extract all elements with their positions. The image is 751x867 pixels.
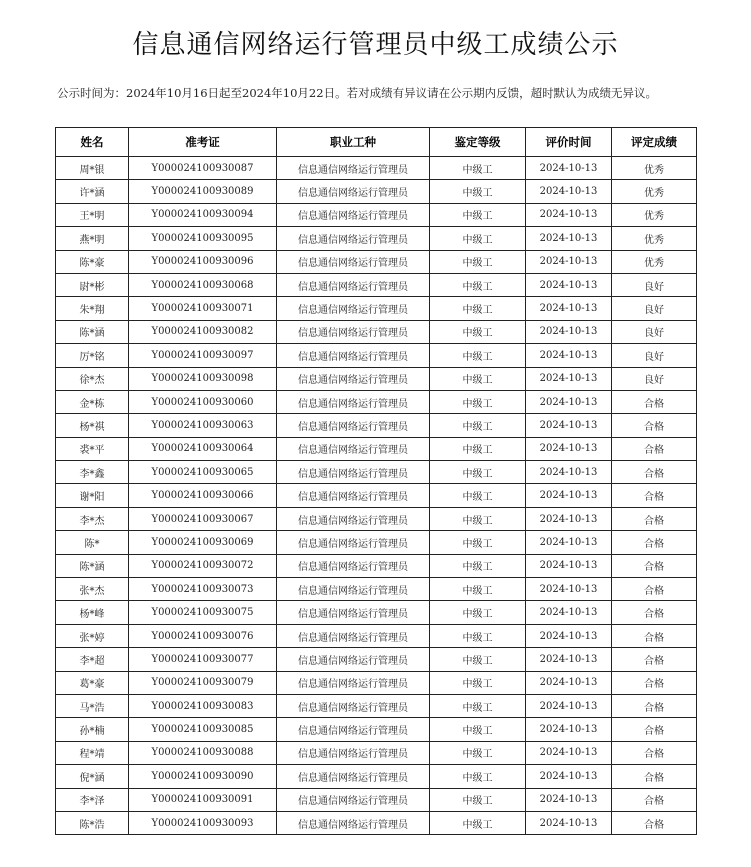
cell-ticket-number: Y000024100930091 (129, 788, 277, 811)
cell-result: 合格 (612, 718, 697, 741)
notice-text: 公示时间为：2024年10月16日起至2024年10月22日。若对成绩有异议请在公示期内反馈，超时默认为成绩无异议。 (57, 86, 658, 100)
header-ticket-number: 准考证 (129, 128, 277, 157)
cell-name: 张*杰 (56, 578, 129, 601)
table-row (56, 718, 697, 741)
table-row (56, 578, 697, 601)
cell-level: 中级工 (430, 180, 526, 203)
table-row (56, 320, 697, 343)
table-row (56, 648, 697, 671)
cell-eval-date: 2024-10-13 (526, 390, 612, 413)
table-row (56, 297, 697, 320)
cell-ticket-number: Y000024100930068 (129, 273, 277, 296)
cell-result: 良好 (612, 367, 697, 390)
cell-result: 合格 (612, 507, 697, 530)
table-row (56, 741, 697, 764)
cell-occupation: 信息通信网络运行管理员 (277, 484, 430, 507)
cell-ticket-number: Y000024100930087 (129, 157, 277, 180)
cell-ticket-number: Y000024100930097 (129, 344, 277, 367)
cell-level: 中级工 (430, 694, 526, 717)
cell-occupation: 信息通信网络运行管理员 (277, 227, 430, 250)
cell-eval-date: 2024-10-13 (526, 250, 612, 273)
cell-ticket-number: Y000024100930071 (129, 297, 277, 320)
cell-level: 中级工 (430, 507, 526, 530)
cell-level: 中级工 (430, 484, 526, 507)
cell-result: 合格 (612, 390, 697, 413)
table-row (56, 227, 697, 250)
cell-name: 孙*楠 (56, 718, 129, 741)
cell-eval-date: 2024-10-13 (526, 811, 612, 834)
cell-result: 合格 (612, 484, 697, 507)
cell-ticket-number: Y000024100930066 (129, 484, 277, 507)
cell-eval-date: 2024-10-13 (526, 203, 612, 226)
cell-level: 中级工 (430, 554, 526, 577)
cell-ticket-number: Y000024100930075 (129, 601, 277, 624)
cell-occupation: 信息通信网络运行管理员 (277, 601, 430, 624)
cell-name: 陈*浩 (56, 811, 129, 834)
table-row (56, 157, 697, 180)
cell-result: 优秀 (612, 250, 697, 273)
cell-occupation: 信息通信网络运行管理员 (277, 718, 430, 741)
cell-result: 合格 (612, 811, 697, 834)
cell-ticket-number: Y000024100930090 (129, 765, 277, 788)
cell-name: 李*杰 (56, 507, 129, 530)
table-row (56, 250, 697, 273)
cell-ticket-number: Y000024100930076 (129, 624, 277, 647)
cell-level: 中级工 (430, 648, 526, 671)
cell-eval-date: 2024-10-13 (526, 344, 612, 367)
cell-occupation: 信息通信网络运行管理员 (277, 671, 430, 694)
cell-result: 合格 (612, 461, 697, 484)
cell-level: 中级工 (430, 601, 526, 624)
cell-occupation: 信息通信网络运行管理员 (277, 507, 430, 530)
cell-level: 中级工 (430, 624, 526, 647)
cell-occupation: 信息通信网络运行管理员 (277, 344, 430, 367)
page-title: 信息通信网络运行管理员中级工成绩公示 (132, 30, 619, 60)
cell-eval-date: 2024-10-13 (526, 578, 612, 601)
cell-result: 优秀 (612, 227, 697, 250)
table-row (56, 414, 697, 437)
cell-result: 合格 (612, 554, 697, 577)
cell-occupation: 信息通信网络运行管理员 (277, 461, 430, 484)
cell-result: 合格 (612, 765, 697, 788)
cell-ticket-number: Y000024100930069 (129, 531, 277, 554)
cell-eval-date: 2024-10-13 (526, 437, 612, 460)
cell-occupation: 信息通信网络运行管理员 (277, 390, 430, 413)
cell-eval-date: 2024-10-13 (526, 648, 612, 671)
cell-eval-date: 2024-10-13 (526, 694, 612, 717)
cell-level: 中级工 (430, 788, 526, 811)
cell-name: 张*婷 (56, 624, 129, 647)
cell-occupation: 信息通信网络运行管理员 (277, 203, 430, 226)
table-row (56, 390, 697, 413)
header-eval-date: 评价时间 (526, 128, 612, 157)
cell-result: 合格 (612, 694, 697, 717)
cell-ticket-number: Y000024100930077 (129, 648, 277, 671)
cell-name: 陈*豪 (56, 250, 129, 273)
cell-eval-date: 2024-10-13 (526, 320, 612, 343)
cell-result: 优秀 (612, 157, 697, 180)
cell-ticket-number: Y000024100930082 (129, 320, 277, 343)
table-row (56, 531, 697, 554)
cell-level: 中级工 (430, 157, 526, 180)
cell-name: 徐*杰 (56, 367, 129, 390)
cell-eval-date: 2024-10-13 (526, 484, 612, 507)
cell-ticket-number: Y000024100930063 (129, 414, 277, 437)
cell-name: 陈* (56, 531, 129, 554)
cell-eval-date: 2024-10-13 (526, 765, 612, 788)
cell-level: 中级工 (430, 578, 526, 601)
cell-occupation: 信息通信网络运行管理员 (277, 624, 430, 647)
cell-eval-date: 2024-10-13 (526, 297, 612, 320)
results-table (55, 127, 697, 835)
header-result: 评定成绩 (612, 128, 697, 157)
cell-occupation: 信息通信网络运行管理员 (277, 741, 430, 764)
cell-name: 谢*阳 (56, 484, 129, 507)
cell-name: 燕*明 (56, 227, 129, 250)
cell-occupation: 信息通信网络运行管理员 (277, 180, 430, 203)
cell-result: 合格 (612, 624, 697, 647)
cell-result: 合格 (612, 414, 697, 437)
table-row (56, 484, 697, 507)
cell-level: 中级工 (430, 367, 526, 390)
table-row (56, 437, 697, 460)
table-row (56, 765, 697, 788)
cell-ticket-number: Y000024100930088 (129, 741, 277, 764)
cell-occupation: 信息通信网络运行管理员 (277, 320, 430, 343)
cell-name: 周*银 (56, 157, 129, 180)
table-row (56, 601, 697, 624)
cell-level: 中级工 (430, 461, 526, 484)
cell-name: 厉*铭 (56, 344, 129, 367)
cell-eval-date: 2024-10-13 (526, 531, 612, 554)
cell-name: 金*栋 (56, 390, 129, 413)
cell-name: 杨*峰 (56, 601, 129, 624)
table-row (56, 273, 697, 296)
cell-result: 合格 (612, 578, 697, 601)
cell-eval-date: 2024-10-13 (526, 601, 612, 624)
header-level: 鉴定等级 (430, 128, 526, 157)
cell-result: 合格 (612, 741, 697, 764)
cell-result: 合格 (612, 437, 697, 460)
cell-name: 李*超 (56, 648, 129, 671)
cell-ticket-number: Y000024100930094 (129, 203, 277, 226)
cell-result: 合格 (612, 648, 697, 671)
cell-level: 中级工 (430, 250, 526, 273)
cell-name: 王*明 (56, 203, 129, 226)
table-row (56, 367, 697, 390)
cell-level: 中级工 (430, 297, 526, 320)
table-row (56, 507, 697, 530)
cell-occupation: 信息通信网络运行管理员 (277, 765, 430, 788)
cell-level: 中级工 (430, 671, 526, 694)
cell-level: 中级工 (430, 227, 526, 250)
cell-result: 优秀 (612, 180, 697, 203)
cell-eval-date: 2024-10-13 (526, 273, 612, 296)
table-body (56, 157, 697, 835)
cell-level: 中级工 (430, 414, 526, 437)
cell-level: 中级工 (430, 437, 526, 460)
cell-eval-date: 2024-10-13 (526, 718, 612, 741)
cell-ticket-number: Y000024100930096 (129, 250, 277, 273)
cell-ticket-number: Y000024100930085 (129, 718, 277, 741)
table-row (56, 624, 697, 647)
cell-result: 合格 (612, 531, 697, 554)
table-row (56, 788, 697, 811)
cell-level: 中级工 (430, 390, 526, 413)
cell-ticket-number: Y000024100930098 (129, 367, 277, 390)
cell-eval-date: 2024-10-13 (526, 157, 612, 180)
cell-ticket-number: Y000024100930065 (129, 461, 277, 484)
cell-occupation: 信息通信网络运行管理员 (277, 811, 430, 834)
cell-occupation: 信息通信网络运行管理员 (277, 437, 430, 460)
table-row (56, 811, 697, 834)
cell-level: 中级工 (430, 320, 526, 343)
cell-eval-date: 2024-10-13 (526, 788, 612, 811)
cell-eval-date: 2024-10-13 (526, 367, 612, 390)
cell-ticket-number: Y000024100930067 (129, 507, 277, 530)
cell-name: 朱*翔 (56, 297, 129, 320)
cell-occupation: 信息通信网络运行管理员 (277, 694, 430, 717)
cell-name: 许*涵 (56, 180, 129, 203)
cell-level: 中级工 (430, 273, 526, 296)
cell-ticket-number: Y000024100930083 (129, 694, 277, 717)
cell-result: 良好 (612, 344, 697, 367)
cell-name: 马*浩 (56, 694, 129, 717)
cell-name: 程*靖 (56, 741, 129, 764)
cell-name: 陈*涵 (56, 320, 129, 343)
table-row (56, 344, 697, 367)
cell-level: 中级工 (430, 344, 526, 367)
cell-eval-date: 2024-10-13 (526, 741, 612, 764)
cell-occupation: 信息通信网络运行管理员 (277, 157, 430, 180)
cell-result: 优秀 (612, 203, 697, 226)
cell-occupation: 信息通信网络运行管理员 (277, 297, 430, 320)
cell-eval-date: 2024-10-13 (526, 227, 612, 250)
cell-result: 良好 (612, 273, 697, 296)
cell-name: 尉*彬 (56, 273, 129, 296)
cell-occupation: 信息通信网络运行管理员 (277, 531, 430, 554)
cell-result: 良好 (612, 320, 697, 343)
table-row (56, 203, 697, 226)
cell-name: 倪*涵 (56, 765, 129, 788)
cell-result: 合格 (612, 671, 697, 694)
header-occupation: 职业工种 (277, 128, 430, 157)
cell-result: 良好 (612, 297, 697, 320)
cell-name: 陈*涵 (56, 554, 129, 577)
cell-name: 裘*平 (56, 437, 129, 460)
cell-level: 中级工 (430, 741, 526, 764)
cell-eval-date: 2024-10-13 (526, 507, 612, 530)
cell-ticket-number: Y000024100930073 (129, 578, 277, 601)
table-row (56, 180, 697, 203)
cell-eval-date: 2024-10-13 (526, 461, 612, 484)
cell-occupation: 信息通信网络运行管理员 (277, 414, 430, 437)
table-row (56, 694, 697, 717)
cell-eval-date: 2024-10-13 (526, 554, 612, 577)
cell-eval-date: 2024-10-13 (526, 180, 612, 203)
cell-result: 合格 (612, 601, 697, 624)
cell-occupation: 信息通信网络运行管理员 (277, 578, 430, 601)
cell-occupation: 信息通信网络运行管理员 (277, 648, 430, 671)
table-row (56, 554, 697, 577)
cell-ticket-number: Y000024100930072 (129, 554, 277, 577)
cell-eval-date: 2024-10-13 (526, 624, 612, 647)
table-row (56, 461, 697, 484)
cell-level: 中级工 (430, 531, 526, 554)
header-name: 姓名 (56, 128, 129, 157)
cell-ticket-number: Y000024100930093 (129, 811, 277, 834)
table-row (56, 671, 697, 694)
cell-eval-date: 2024-10-13 (526, 671, 612, 694)
cell-occupation: 信息通信网络运行管理员 (277, 273, 430, 296)
cell-name: 李*泽 (56, 788, 129, 811)
cell-occupation: 信息通信网络运行管理员 (277, 367, 430, 390)
cell-ticket-number: Y000024100930079 (129, 671, 277, 694)
cell-name: 杨*祺 (56, 414, 129, 437)
cell-result: 合格 (612, 788, 697, 811)
cell-level: 中级工 (430, 811, 526, 834)
cell-ticket-number: Y000024100930089 (129, 180, 277, 203)
cell-eval-date: 2024-10-13 (526, 414, 612, 437)
cell-level: 中级工 (430, 718, 526, 741)
cell-ticket-number: Y000024100930060 (129, 390, 277, 413)
cell-name: 李*鑫 (56, 461, 129, 484)
cell-occupation: 信息通信网络运行管理员 (277, 788, 430, 811)
cell-level: 中级工 (430, 203, 526, 226)
cell-name: 葛*豪 (56, 671, 129, 694)
table-header-row (56, 128, 697, 157)
cell-ticket-number: Y000024100930095 (129, 227, 277, 250)
cell-occupation: 信息通信网络运行管理员 (277, 250, 430, 273)
cell-level: 中级工 (430, 765, 526, 788)
cell-occupation: 信息通信网络运行管理员 (277, 554, 430, 577)
cell-ticket-number: Y000024100930064 (129, 437, 277, 460)
